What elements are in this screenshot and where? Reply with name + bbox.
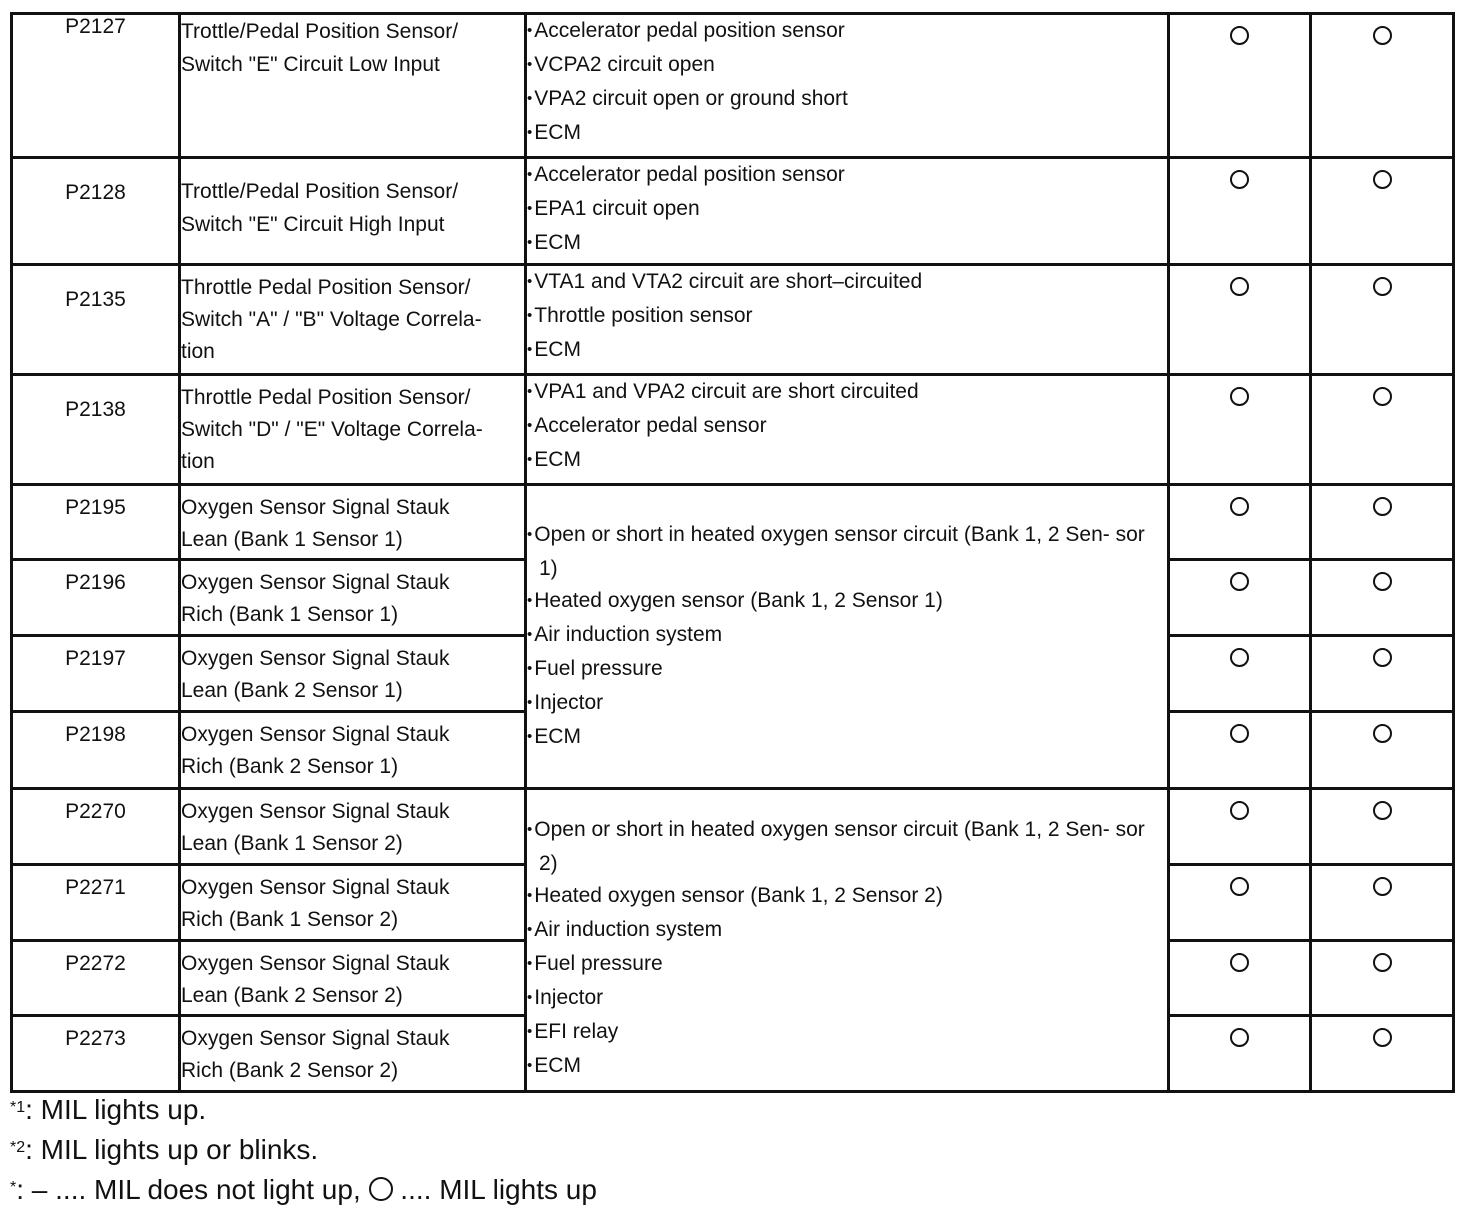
circle-icon — [1230, 801, 1249, 820]
footnote-3 — [10, 1170, 597, 1210]
table-row — [12, 789, 1454, 865]
footnote-mark: * — [10, 1179, 17, 1196]
area-item: • Throttle position sensor — [527, 300, 1167, 334]
circle-icon — [1373, 724, 1392, 743]
circle-icon — [1230, 170, 1249, 189]
detection-line: Oxygen Sensor Signal Stauk — [181, 723, 450, 746]
dtc-code: P2271 — [12, 865, 180, 941]
mil-cell — [1169, 1016, 1311, 1092]
circle-icon — [1230, 1028, 1249, 1047]
circle-icon — [1230, 26, 1249, 45]
footnote-1 — [10, 1090, 597, 1130]
mil-cell — [1169, 158, 1311, 265]
circle-icon — [1373, 277, 1392, 296]
detection-line: Oxygen Sensor Signal Stauk — [181, 1027, 450, 1050]
mil-cell — [1169, 560, 1311, 636]
area-item: • Injector — [527, 982, 1167, 1016]
detection-line: tion — [181, 340, 215, 363]
detection-item — [180, 636, 526, 712]
dtc-code: P2272 — [12, 941, 180, 1016]
detection-line: Switch "D" / "E" Voltage Correla- — [181, 418, 483, 441]
mil-cell — [1169, 941, 1311, 1016]
footnote-text: : – .... MIL does not light up, — [16, 1174, 369, 1205]
dtc-code: P2196 — [12, 560, 180, 636]
memory-cell — [1311, 1016, 1454, 1092]
circle-icon — [1230, 648, 1249, 667]
trouble-area — [526, 485, 1169, 789]
detection-line: Trottle/Pedal Position Sensor/ — [181, 20, 459, 43]
mil-cell — [1169, 636, 1311, 712]
area-item: • ECM — [527, 721, 1167, 755]
detection-item — [180, 865, 526, 941]
mil-cell — [1169, 14, 1311, 158]
circle-icon — [1373, 497, 1392, 516]
dtc-code: P2197 — [12, 636, 180, 712]
footnote-mark: *2 — [10, 1139, 26, 1156]
detection-line: Throttle Pedal Position Sensor/ — [181, 386, 471, 409]
circle-icon — [1373, 801, 1392, 820]
area-item: • Heated oxygen sensor (Bank 1, 2 Sensor 1) — [527, 585, 1167, 619]
area-item: • Fuel pressure — [527, 948, 1167, 982]
memory-cell — [1311, 375, 1454, 485]
circle-icon — [1230, 877, 1249, 896]
detection-line: Oxygen Sensor Signal Stauk — [181, 952, 450, 975]
circle-icon — [1230, 724, 1249, 743]
detection-line: Oxygen Sensor Signal Stauk — [181, 647, 450, 670]
detection-line: Throttle Pedal Position Sensor/ — [181, 276, 471, 299]
table-row — [12, 485, 1454, 560]
trouble-area — [526, 375, 1169, 485]
mil-cell — [1169, 485, 1311, 560]
circle-icon — [1373, 26, 1392, 45]
mil-cell — [1169, 265, 1311, 375]
detection-line: Switch "E" Circuit High Input — [181, 213, 445, 236]
dtc-code: P2138 — [12, 375, 180, 485]
dtc-code: P2195 — [12, 485, 180, 560]
detection-item — [180, 941, 526, 1016]
area-item: • Air induction system — [527, 914, 1167, 948]
area-item: • Air induction system — [527, 619, 1167, 653]
area-item: • Open or short in heated oxygen sensor circuit (Bank 1, 2 Sen- sor 2) — [527, 814, 1167, 880]
circle-icon — [1230, 497, 1249, 516]
area-item: • ECM — [527, 444, 1167, 478]
detection-line: Oxygen Sensor Signal Stauk — [181, 496, 450, 519]
trouble-area — [526, 265, 1169, 375]
circle-icon — [1373, 1028, 1392, 1047]
area-item: • Accelerator pedal position sensor — [527, 15, 1167, 49]
area-item: • ECM — [527, 334, 1167, 368]
detection-item — [180, 375, 526, 485]
circle-icon — [1230, 572, 1249, 591]
area-item: • Heated oxygen sensor (Bank 1, 2 Sensor 2) — [527, 880, 1167, 914]
detection-line: Lean (Bank 2 Sensor 1) — [181, 679, 403, 702]
area-item: • VTA1 and VTA2 circuit are short–circuited — [527, 266, 1167, 300]
dtc-code: P2270 — [12, 789, 180, 865]
circle-icon — [1230, 953, 1249, 972]
footnote-text: .... MIL lights up — [392, 1174, 597, 1205]
circle-icon — [1373, 572, 1392, 591]
area-item: • Injector — [527, 687, 1167, 721]
detection-line: Lean (Bank 1 Sensor 1) — [181, 528, 403, 551]
memory-cell — [1311, 560, 1454, 636]
dtc-code: P2198 — [12, 712, 180, 789]
area-item: • Accelerator pedal position sensor — [527, 159, 1167, 193]
trouble-area — [526, 158, 1169, 265]
area-item: • ECM — [527, 227, 1167, 261]
memory-cell — [1311, 865, 1454, 941]
detection-line: Rich (Bank 2 Sensor 1) — [181, 755, 399, 778]
detection-item — [180, 789, 526, 865]
dtc-code: P2273 — [12, 1016, 180, 1092]
detection-line: Rich (Bank 2 Sensor 2) — [181, 1059, 399, 1082]
footnotes — [10, 1090, 597, 1210]
memory-cell — [1311, 158, 1454, 265]
memory-cell — [1311, 789, 1454, 865]
memory-cell — [1311, 941, 1454, 1016]
detection-line: tion — [181, 450, 215, 473]
footnote-text: : MIL lights up. — [25, 1094, 207, 1125]
trouble-area — [526, 14, 1169, 158]
circle-icon — [1230, 277, 1249, 296]
detection-line: Oxygen Sensor Signal Stauk — [181, 800, 450, 823]
dtc-code: P2135 — [12, 265, 180, 375]
table-row — [12, 158, 1454, 265]
area-item: • VCPA2 circuit open — [527, 49, 1167, 83]
circle-icon — [1373, 953, 1392, 972]
circle-icon — [1373, 170, 1392, 189]
area-item: • Open or short in heated oxygen sensor circuit (Bank 1, 2 Sen- sor 1) — [527, 519, 1167, 585]
memory-cell — [1311, 636, 1454, 712]
area-item: • ECM — [527, 1050, 1167, 1084]
circle-icon — [1373, 648, 1392, 667]
table-row — [12, 14, 1454, 158]
detection-item — [180, 1016, 526, 1092]
circle-icon — [1373, 877, 1392, 896]
dtc-code: P2128 — [12, 158, 180, 265]
detection-line: Oxygen Sensor Signal Stauk — [181, 876, 450, 899]
detection-line: Switch "A" / "B" Voltage Correla- — [181, 308, 482, 331]
area-item: • VPA2 circuit open or ground short — [527, 83, 1167, 117]
area-item: • EFI relay — [527, 1016, 1167, 1050]
detection-item — [180, 14, 526, 158]
area-item: • EPA1 circuit open — [527, 193, 1167, 227]
footnote-mark: *1 — [10, 1099, 26, 1116]
footnote-text: : MIL lights up or blinks. — [25, 1134, 319, 1165]
memory-cell — [1311, 485, 1454, 560]
circle-icon — [1373, 387, 1392, 406]
footnote-2 — [10, 1130, 597, 1170]
memory-cell — [1311, 265, 1454, 375]
mil-cell — [1169, 789, 1311, 865]
detection-item — [180, 712, 526, 789]
circle-icon — [1230, 387, 1249, 406]
memory-cell — [1311, 712, 1454, 789]
detection-item — [180, 560, 526, 636]
table-row — [12, 375, 1454, 485]
area-item: • Fuel pressure — [527, 653, 1167, 687]
area-item: • Accelerator pedal sensor — [527, 410, 1167, 444]
detection-line: Switch "E" Circuit Low Input — [181, 53, 440, 76]
detection-item — [180, 158, 526, 265]
detection-line: Lean (Bank 2 Sensor 2) — [181, 984, 403, 1007]
detection-line: Lean (Bank 1 Sensor 2) — [181, 832, 403, 855]
detection-item — [180, 265, 526, 375]
detection-line: Trottle/Pedal Position Sensor/ — [181, 180, 459, 203]
detection-line: Oxygen Sensor Signal Stauk — [181, 571, 450, 594]
circle-icon — [369, 1177, 393, 1201]
mil-cell — [1169, 375, 1311, 485]
detection-line: Rich (Bank 1 Sensor 1) — [181, 603, 399, 626]
detection-line: Rich (Bank 1 Sensor 2) — [181, 908, 399, 931]
area-item: • VPA1 and VPA2 circuit are short circuited — [527, 376, 1167, 410]
detection-item — [180, 485, 526, 560]
mil-cell — [1169, 712, 1311, 789]
table-row — [12, 265, 1454, 375]
memory-cell — [1311, 14, 1454, 158]
trouble-area — [526, 789, 1169, 1092]
area-item: • ECM — [527, 117, 1167, 151]
dtc-table — [10, 12, 1455, 1093]
mil-cell — [1169, 865, 1311, 941]
dtc-code: P2127 — [12, 14, 180, 158]
